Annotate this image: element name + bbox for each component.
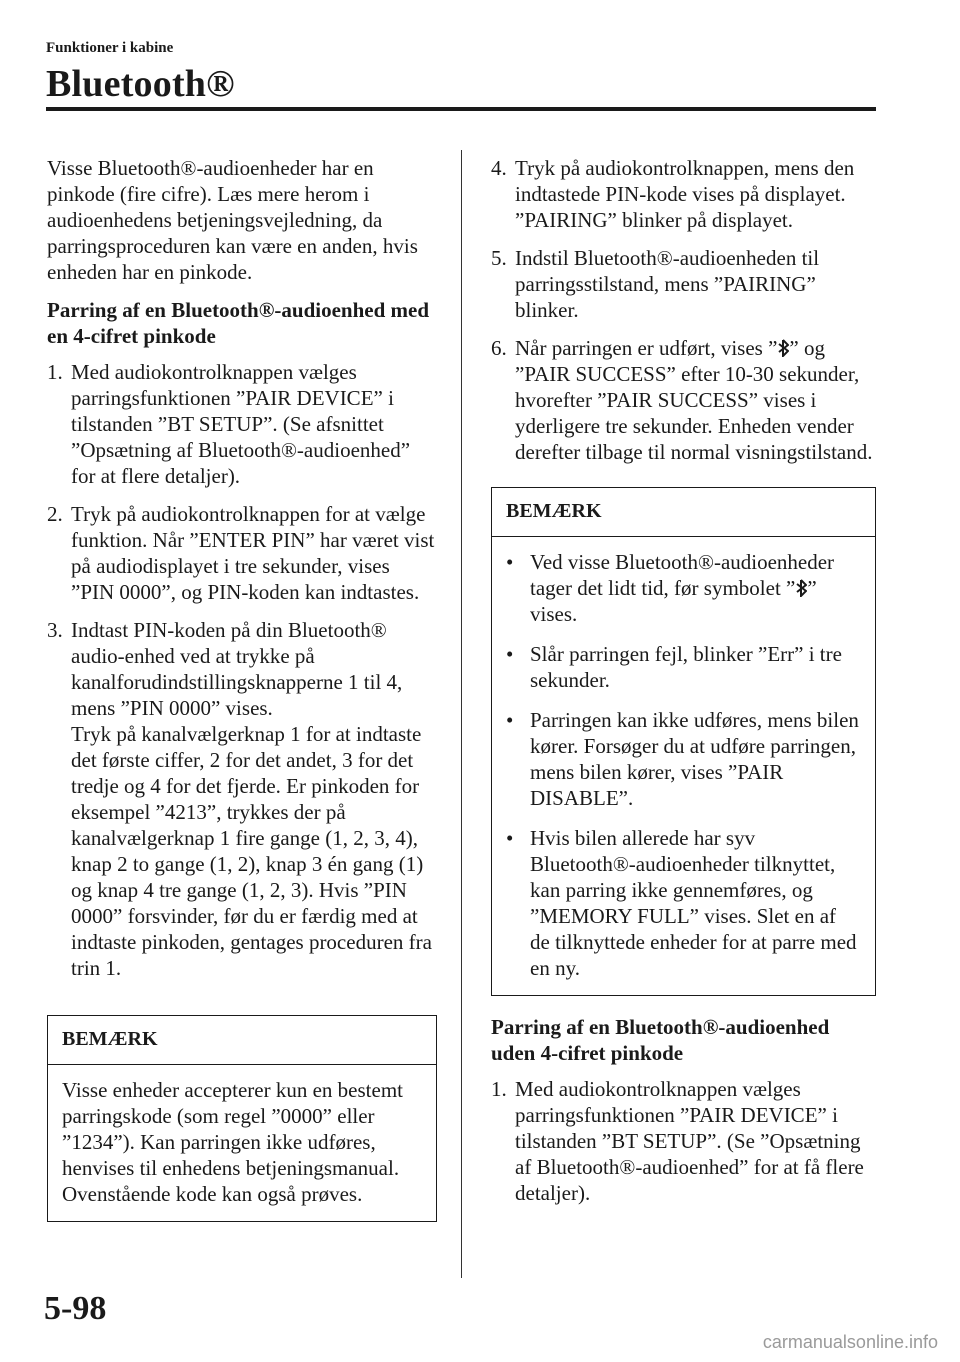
bullet-symbol: • [506, 708, 514, 732]
step-body [71, 617, 437, 981]
bullet-text: Hvis bilen allerede har syv Bluetooth®-audioenheder tilknyttet, kan parring ikke gennemføres, og ”MEMORY FULL” vises. Slet en af de tilknyttede enheder for at parre med en ny. [530, 826, 857, 980]
note-box [491, 487, 876, 996]
bullet-text: Slår parringen fejl, blinker ”Err” i tre sekunder. [530, 642, 842, 692]
bullet-text [530, 549, 861, 627]
step-6 [491, 335, 876, 465]
bullet-text-end: ” vises. [530, 576, 817, 626]
note-body [492, 537, 875, 995]
intro-paragraph: Visse Bluetooth®-audioenheder har en pinkode (fire cifre). Læs mere herom i audioenhedens betjeningsvejledning, da parringsproceduren kan være en anden, hvis enheden har en pinkode. [47, 156, 418, 284]
step-text: Indstil Bluetooth®-audioenheden til parringsstilstand, mens ”PAIRING” blinker. [515, 246, 820, 322]
step-number: 1. [491, 1077, 507, 1101]
step-1 [47, 359, 437, 489]
step-text-continued: ”PAIRING” blinker på displayet. [515, 208, 794, 232]
step-text: Med audiokontrolknappen vælges parringsfunktionen ”PAIR DEVICE” i tilstanden ”BT SETUP”. (Se ”Opsætning af Bluetooth®-audioenhed” for at få flere detaljer). [515, 1077, 864, 1205]
bluetooth-icon [777, 339, 789, 357]
section-heading: Parring af en Bluetooth®-audioenhed med en 4-cifret pinkode [47, 298, 430, 348]
section-heading: Parring af en Bluetooth®-audioenhed uden 4-cifret pinkode [491, 1015, 830, 1065]
step-number: 2. [47, 502, 63, 526]
step-number: 3. [47, 618, 63, 642]
step-2 [47, 501, 437, 605]
step-3 [47, 617, 437, 981]
step-1-no-pin [491, 1076, 876, 1206]
note-bullet [506, 707, 861, 811]
watermark: carmanualsonline.info [762, 1332, 938, 1352]
note-bullet [506, 549, 861, 627]
step-number: 6. [491, 336, 507, 360]
left-column [47, 155, 437, 1222]
page-number: 5-98 [44, 1290, 107, 1327]
bullet-text-start: Ved visse Bluetooth®-audioenheder tager det lidt tid, før symbolet ” [530, 550, 835, 600]
step-text-end: ” og ”PAIR SUCCESS” efter 10-30 sekunder, hvorefter ”PAIR SUCCESS” vises i yderligere tre sekunder. Enheden vender derefter tilbage til normal visningstilstand. [515, 336, 873, 464]
step-text [515, 335, 876, 465]
step-text: Tryk på audiokontrolknappen for at vælge funktion. Når ”ENTER PIN” har været vist på audiodisplayet i tre sekunder, vises ”PIN 0000”, og PIN-koden kan indtastes. [71, 502, 435, 604]
bluetooth-icon [795, 579, 807, 597]
step-number: 1. [47, 360, 63, 384]
step-text: Indtast PIN-koden på din Bluetooth® audio-enhed ved at trykke på kanalforudindstillingsknapperne 1 til 4, mens ”PIN 0000” vises. [71, 618, 403, 720]
step-body [515, 155, 876, 233]
note-title: BEMÆRK [492, 488, 875, 537]
step-4 [491, 155, 876, 233]
bullet-symbol: • [506, 550, 514, 574]
section-label: Funktioner i kabine [46, 40, 174, 56]
step-number: 4. [491, 156, 507, 180]
note-title: BEMÆRK [48, 1016, 436, 1065]
bullet-symbol: • [506, 642, 514, 666]
note-bullet [506, 641, 861, 693]
right-column [491, 155, 876, 1218]
note-box [47, 1015, 437, 1222]
step-5 [491, 245, 876, 323]
note-text: Visse enheder accepterer kun en bestemt parringskode (som regel ”0000” eller ”1234”). Kan parringen ikke udføres, henvises til enhedens betjeningsmanual. Ovenstående kode kan også prøves. [62, 1078, 403, 1206]
column-divider [461, 150, 462, 1278]
bullet-text: Parringen kan ikke udføres, mens bilen kører. Forsøger du at udføre parringen, mens bilen kører, vises ”PAIR DISABLE”. [530, 708, 859, 810]
page-title: Bluetooth® [46, 63, 235, 105]
step-text: Med audiokontrolknappen vælges parringsfunktionen ”PAIR DEVICE” i tilstanden ”BT SETUP”. (Se afsnittet ”Opsætning af Bluetooth®-audioenhed” for at flere detaljer). [71, 360, 411, 488]
bullet-symbol: • [506, 826, 514, 850]
step-text-continued: Tryk på kanalvælgerknap 1 for at indtaste det første ciffer, 2 for det andet, 3 for det tredje og 4 for det fjerde. Er pinkoden for eksempel ”4213”, trykkes der på kanalvælgerknap 1 fire gange (1, 2, 3, 4), knap 2 to gange (1, 2), knap 3 én gang (1) og knap 4 tre gange (1, 2, 3). Hvis ”PIN 0000” forsvinder, før du er færdig med at indtaste pinkoden, gentages proceduren fra trin 1. [71, 722, 432, 980]
step-text-start: Når parringen er udført, vises ” [515, 336, 778, 360]
title-rule [46, 107, 876, 111]
step-number: 5. [491, 246, 507, 270]
step-text: Tryk på audiokontrolknappen, mens den indtastede PIN-kode vises på displayet. [515, 156, 855, 206]
note-bullet [506, 825, 861, 981]
